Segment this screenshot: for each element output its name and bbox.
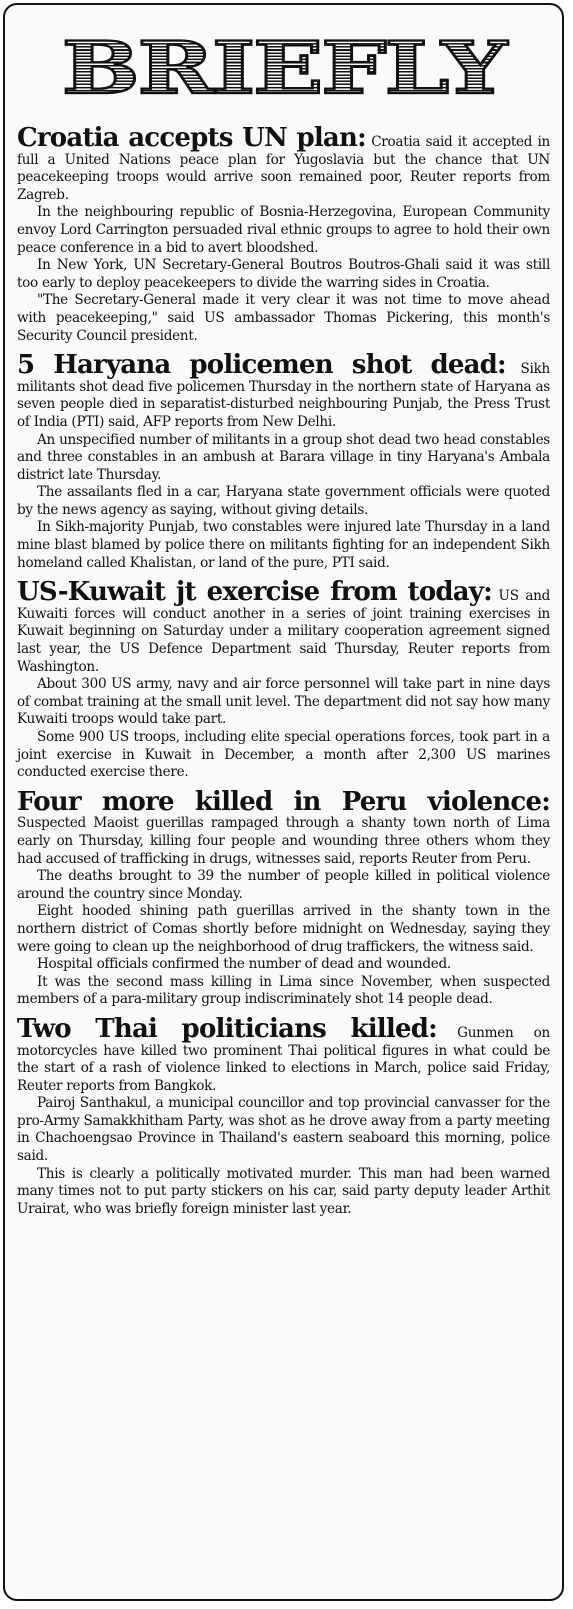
brief-paragraph: In New York, UN Secretary-General Boutros Boutros-Ghali said it was still too early to deploy peacekeepers to divide the warring sides in Croatia. — [17, 257, 550, 291]
brief-paragraph: Some 900 US troops, including elite special operations forces, took part in a joint exercise in Kuwait in December, a month after 2,300 US marines conducted exercise there. — [17, 729, 550, 781]
brief-paragraph: In the neighbouring republic of Bosnia-Herzegovina, European Community envoy Lord Carrington persuaded rival ethnic groups to agree to hold their own peace conference in a bid to avert bloodshed. — [17, 204, 550, 256]
brief-headline: US-Kuwait jt exercise from today: — [17, 577, 492, 608]
brief-paragraph: "The Secretary-General made it very clear it was not time to move ahead with peacekeeping," said US ambassador Thomas Pickering, this month's Security Council president. — [17, 292, 550, 344]
brief-paragraph: The deaths brought to 39 the number of people killed in political violence around the country since Monday. — [17, 868, 550, 902]
brief-body-text: Gunmen on motorcycles have killed two prominent Thai political figures in what could be the start of a rash of violence linked to elections in March, police said Friday, Reuter reports from Bangkok. — [17, 1024, 550, 1094]
news-brief — [17, 125, 550, 345]
brief-body-text: Croatia said it accepted in full a United Nations peace plan for Yugoslavia but the chance that UN peacekeeping troops would arrive soon remained poor, Reuter reports from Zagreb. — [17, 134, 550, 203]
brief-headline: 5 Haryana policemen shot dead: — [17, 350, 506, 381]
masthead — [5, 5, 562, 125]
brief-headline: Two Thai politicians killed: — [17, 1013, 437, 1044]
briefs-column — [5, 125, 562, 1218]
brief-paragraph: An unspecified number of militants in a group shot dead two head constables and three constables in an ambush at Barara village in tiny Haryana's Ambala district late Thursday. — [17, 431, 550, 483]
brief-paragraph: In Sikh-majority Punjab, two constables were injured late Thursday in a land mine blast blamed by police there on militants fighting for an independent Sikh homeland called Khalistan, or land of the pure, PTI said. — [17, 519, 550, 571]
news-brief — [17, 1013, 550, 1219]
brief-lead-paragraph — [17, 579, 550, 676]
brief-headline: Four more killed in Peru violence: — [17, 786, 550, 817]
brief-lead-paragraph — [17, 125, 550, 204]
brief-headline: Croatia accepts UN plan: — [17, 123, 366, 153]
brief-lead-paragraph — [17, 352, 550, 431]
brief-body-text: Sikh militants shot dead five policemen Thursday in the northern state of Haryana as seven people died in separatist-disturbed neighbouring Punjab, the Press Trust of India (PTI) said, AFP reports from New Delhi. — [17, 361, 550, 430]
brief-body-text: Suspected Maoist guerillas rampaged through a shanty town north of Lima early on Thursday, killing four people and wounding three others whom they had accused of trafficking in drugs, witnesses said, reports Reuter from Peru. — [17, 815, 550, 867]
brief-paragraph: Pairoj Santhakul, a municipal councillor and top provincial canvasser for the pro-Army Samakkhitham Party, was shot as he drove away from a party meeting in Chachoengsao Province in Thailand's eastern seaboard this morning, police said. — [17, 1095, 550, 1165]
article-frame — [3, 3, 564, 1601]
news-brief — [17, 579, 550, 782]
news-brief — [17, 352, 550, 572]
brief-lead-paragraph — [17, 786, 550, 868]
brief-paragraph: About 300 US army, navy and air force personnel will take part in nine days of combat training at the small unit level. The department did not say how many Kuwaiti troops would take part. — [17, 676, 550, 728]
brief-body-text: US and Kuwaiti forces will conduct another in a series of joint training exercises in Kuwait beginning on Saturday under a military cooperation agreement signed last year, the US Defence Department said Thursday, Reuter reports from Washington. — [17, 588, 550, 675]
masthead-title: BRIEFLY — [61, 25, 506, 111]
brief-paragraph: The assailants fled in a car, Haryana state government officials were quoted by the news agency as saying, without giving details. — [17, 484, 550, 518]
brief-lead-paragraph — [17, 1013, 550, 1095]
brief-paragraph: It was the second mass killing in Lima since November, when suspected members of a para-military group indiscriminately shot 14 people dead. — [17, 973, 550, 1008]
brief-paragraph: Eight hooded shining path guerillas arrived in the shanty town in the northern district of Comas shortly before midnight on Wednesday, saying they were going to clean up the neighborhood of drug traffickers, the witness said. — [17, 903, 550, 955]
brief-paragraph: This is clearly a politically motivated murder. This man had been warned many times not to put party stickers on his car, said party deputy leader Arthit Urairat, who was briefly foreign minister last year. — [17, 1165, 550, 1217]
brief-paragraph: Hospital officials confirmed the number of dead and wounded. — [37, 956, 451, 973]
news-brief — [17, 786, 550, 1009]
